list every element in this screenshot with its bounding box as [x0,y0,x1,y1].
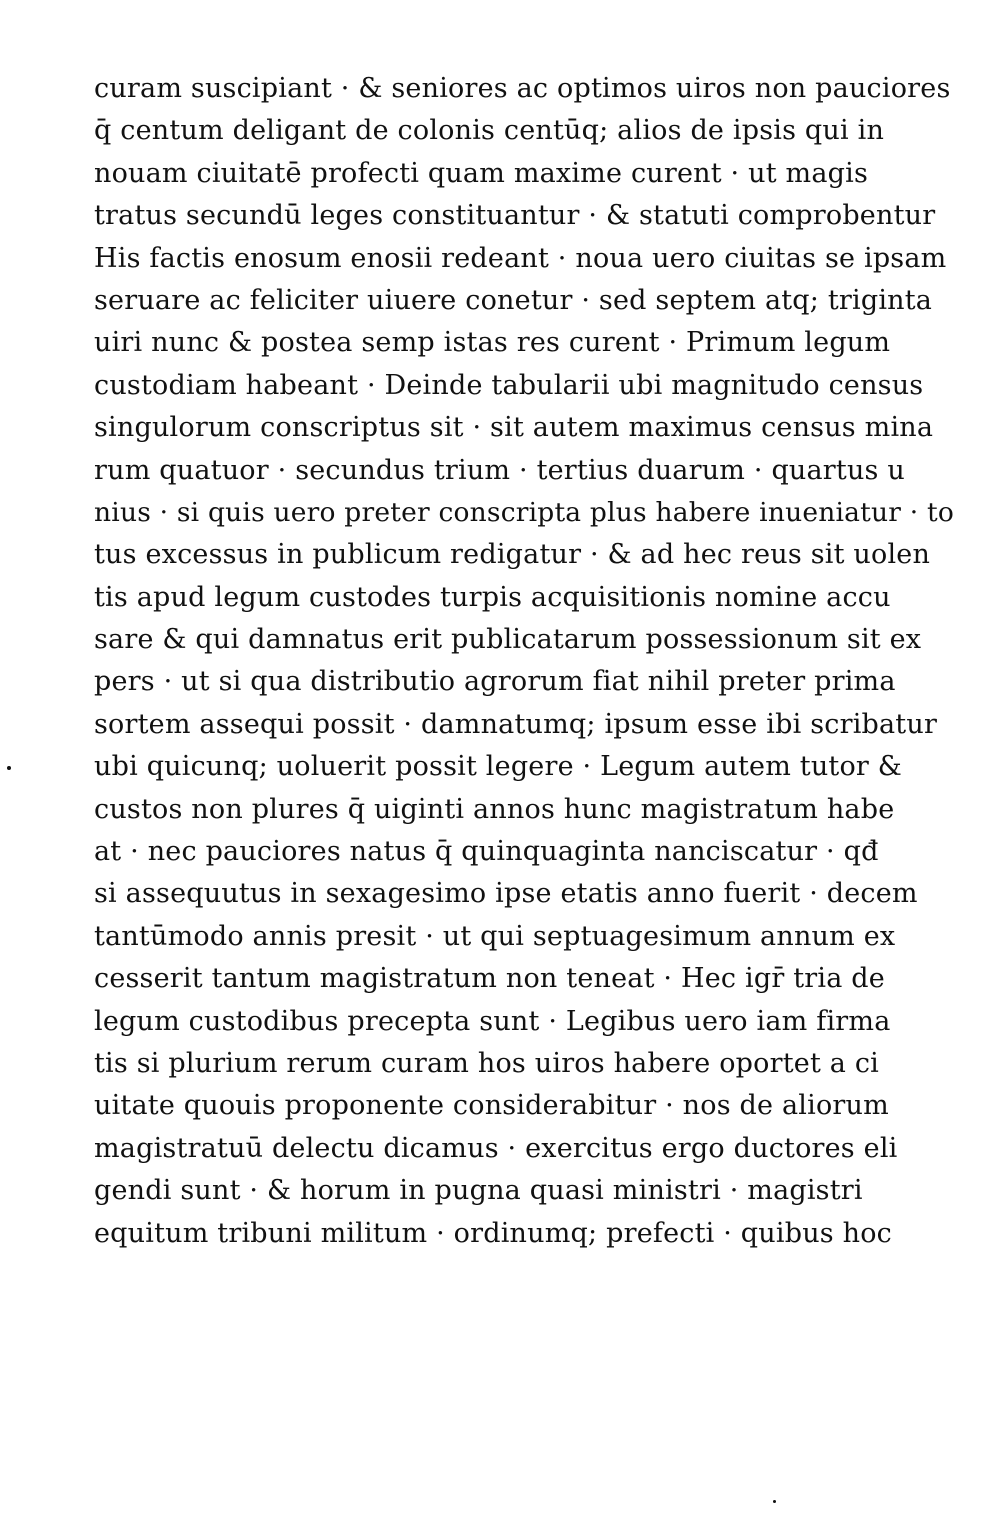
manuscript-text [94,68,954,1255]
ink-speck-left [7,766,11,770]
text-line: magistratuū delectu dicamus · exercitus ergo ductores eli [94,1132,898,1164]
text-line: ubi quicunq; uoluerit possit legere · Legum autem tutor & [94,751,903,783]
text-line: cesserit tantum magistratum non teneat · Hec igr̄ tria de [94,963,885,995]
text-line: uitate quouis proponente considerabitur · nos de aliorum [94,1090,889,1122]
text-line: tus excessus in publicum redigatur · & ad hec reus sit uolen [94,539,931,571]
text-line: si assequutus in sexagesimo ipse etatis anno fuerit · decem [94,878,918,910]
ink-speck-bottom [773,1500,776,1503]
text-line: sare & qui damnatus erit publicatarum possessionum sit ex [94,624,922,656]
text-line: legum custodibus precepta sunt · Legibus uero iam firma [94,1005,891,1037]
text-line: custos non plures q̄ uiginti annos hunc magistratum habe [94,793,895,825]
text-line: tis apud legum custodes turpis acquisitionis nomine accu [94,581,891,613]
text-line: gendi sunt · & horum in pugna quasi ministri · magistri [94,1175,863,1207]
text-line: seruare ac feliciter uiuere conetur · sed septem atq; triginta [94,284,933,316]
text-line: curam suscipiant · & seniores ac optimos uiros non pauciores [94,73,951,104]
text-line: pers · ut si qua distributio agrorum fiat nihil preter prima [94,666,896,698]
text-line: nius · si quis uero preter conscripta plus habere inueniatur · to [94,496,955,528]
text-line: q̄ centum deligant de colonis centūq; alios de ipsis qui in [94,115,885,147]
text-line: singulorum conscriptus sit · sit autem maximus census mina [94,412,934,444]
text-line: equitum tribuni militum · ordinumq; prefecti · quibus hoc [94,1217,892,1249]
text-line: uiri nunc & postea semp istas res curent · Primum legum [94,327,891,359]
text-line: custodiam habeant · Deinde tabularii ubi magnitudo census [94,369,924,401]
text-line: at · nec pauciores natus q̄ quinquaginta nanciscatur · qđ [94,836,879,868]
text-line: His factis enosum enosii redeant · noua uero ciuitas se ipsam [94,242,947,274]
text-line: tis si plurium rerum curam hos uiros habere oportet a ci [94,1047,880,1079]
text-line: tratus secundū leges constituantur · & statuti comprobentur [94,200,936,232]
text-line: rum quatuor · secundus trium · tertius duarum · quartus u [94,454,905,486]
text-line: sortem assequi possit · damnatumq; ipsum esse ibi scribatur [94,708,938,740]
text-line: tantūmodo annis presit · ut qui septuagesimum annum ex [94,920,896,952]
text-line: nouam ciuitatē profecti quam maxime curent · ut magis [94,157,869,189]
